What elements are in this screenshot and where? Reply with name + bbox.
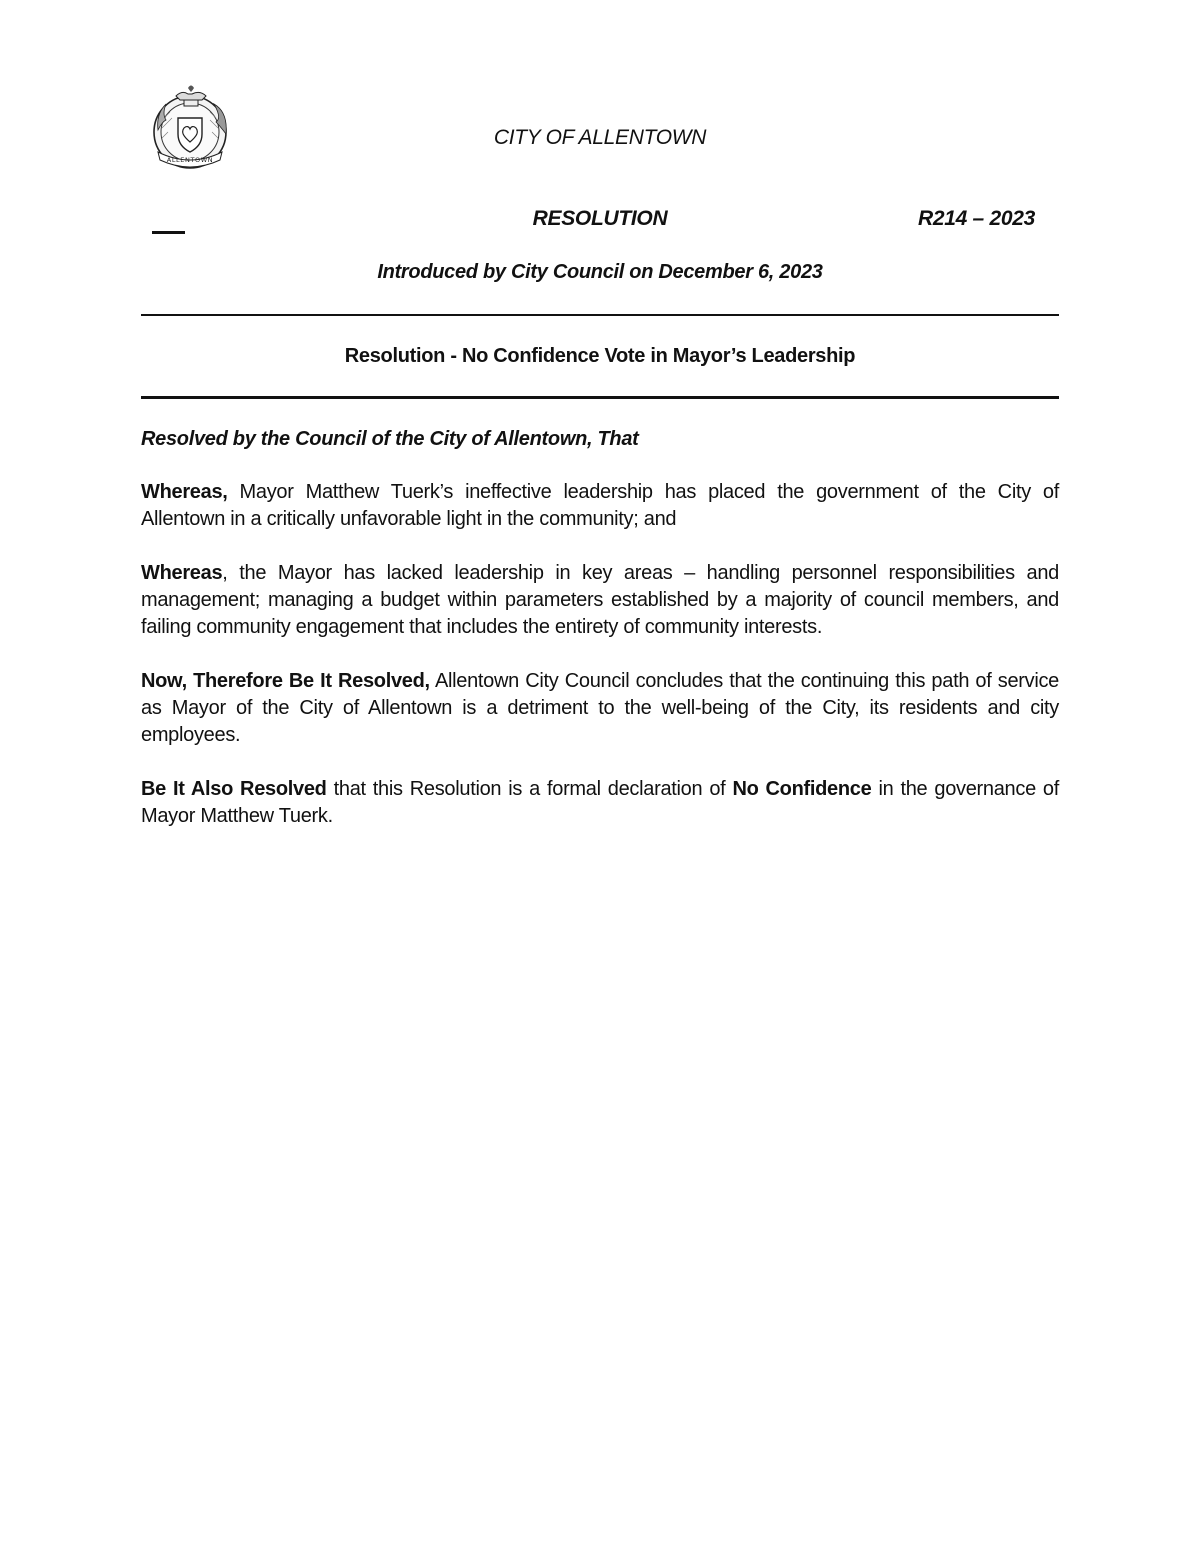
also-resolved-paragraph [141, 776, 1059, 830]
whereas-paragraph-1 [141, 479, 1059, 533]
paragraph-text: in the governance of Mayor Matthew Tuerk. [141, 778, 1060, 827]
paragraph-text: Allentown City Council concludes that the continuing this path of service as Mayor of the City of Allentown is a detriment to the well-being of the City, its residents and city employees. [141, 670, 1059, 746]
divider-bottom [141, 396, 1059, 399]
resolution-title: Resolution - No Confidence Vote in Mayor’s Leadership [344, 345, 856, 367]
no-confidence-emphasis: No Confidence [732, 778, 872, 800]
paragraph-text: that this Resolution is a formal declaration of [326, 778, 733, 800]
paragraph-lead: Now, Therefore Be It Resolved, [141, 670, 430, 692]
paragraph-lead: Whereas [141, 562, 223, 584]
paragraph-text: Mayor Matthew Tuerk’s ineffective leadership has placed the government of the City of Allentown in a critically unfavorable light in the community; and [141, 481, 1059, 530]
paragraph-lead: Be It Also Resolved [141, 778, 327, 800]
document-type: RESOLUTION [532, 207, 668, 230]
paragraph-text: , the Mayor has lacked leadership in key areas – handling personnel responsibilities and management; managing a budget within parameters established by a majority of council members, and failing community engagement that includes the entirety of community interests. [141, 562, 1059, 638]
dash-mark [152, 231, 185, 234]
therefore-paragraph [141, 668, 1059, 749]
whereas-paragraph-2 [141, 560, 1059, 641]
svg-text:ALLENTOWN: ALLENTOWN [166, 156, 214, 164]
resolution-body [141, 426, 1059, 857]
introduced-line: Introduced by City Council on December 6, 2023 [377, 261, 823, 283]
paragraph-lead: Whereas, [141, 481, 228, 503]
divider-top [141, 314, 1059, 316]
resolution-number: R214 – 2023 [918, 207, 1035, 230]
resolved-by-line: Resolved by the Council of the City of Allentown, That [141, 428, 639, 450]
city-name: CITY OF ALLENTOWN [493, 126, 707, 149]
